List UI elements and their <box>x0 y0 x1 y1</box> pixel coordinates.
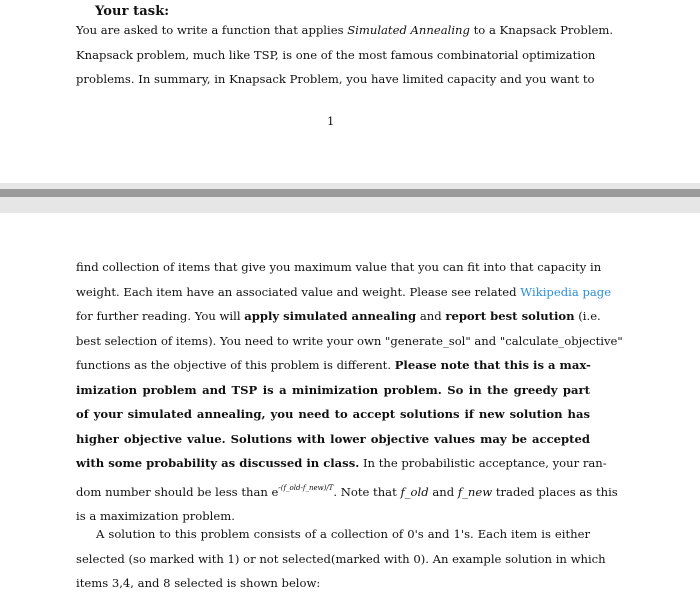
text-line: selected (so marked with 1) or not selected(marked with 0). An example solution in which <box>76 551 606 566</box>
math-f-old: f_old <box>400 484 429 499</box>
bold-text: apply simulated annealing <box>244 309 417 323</box>
description-paragraph <box>76 255 623 529</box>
text-line: dom number should be less than $e^{-(f\_old-f\_new)/T}$. Note that f_old and f_new traded places as this <box>76 483 618 499</box>
text-line: You are asked to write a function that applies Simulated Annealing to a Knapsack Problem. <box>76 23 614 37</box>
text-line: for further reading. You will apply simulated annealing and report best solution (i.e. <box>76 309 601 323</box>
math-f-new: f_new <box>457 484 493 499</box>
text-line: find collection of items that give you maximum value that you can fit into that capacity in <box>76 260 602 274</box>
task-paragraph <box>76 18 614 92</box>
page-separator <box>0 183 700 213</box>
text-line: Knapsack problem, much like TSP, is one of the most famous combinatorial optimization <box>76 47 596 62</box>
bold-text: Please note that this is a max- <box>394 358 591 372</box>
math-exponent: -(f_old-f_new)/T <box>278 483 334 492</box>
text-line: higher objective value. Solutions with lower objective values may be accepted <box>76 431 590 446</box>
bold-text: report best solution <box>445 309 575 323</box>
text-line: weight. Each item have an associated value and weight. Please see related Wikipedia page <box>76 284 612 299</box>
text-line: imization problem and TSP is a minimization problem. So in the greedy part <box>76 382 590 397</box>
emphasis-text: Simulated Annealing <box>347 23 470 37</box>
text-line: A solution to this problem consists of a collection of 0's and 1's. Each item is either <box>96 527 590 541</box>
page-shadow <box>0 189 700 197</box>
wikipedia-link[interactable]: Wikipedia page <box>520 284 612 299</box>
page-number: 1 <box>327 114 335 128</box>
bold-text: with some probability as discussed in class. <box>76 456 360 470</box>
solution-paragraph <box>76 522 606 596</box>
text-line: best selection of items). You need to write your own "generate_sol" and "calculate_objective" <box>76 333 623 348</box>
text-line: problems. In summary, in Knapsack Problem, you have limited capacity and you want to <box>76 72 595 86</box>
text-line: is a maximization problem. <box>76 509 235 523</box>
page-2 <box>0 213 700 594</box>
page-1 <box>0 0 700 183</box>
text-line: of your simulated annealing, you need to accept solutions if new solution has <box>76 407 590 421</box>
text-line: functions as the objective of this problem is different. Please note that this is a max- <box>76 358 591 372</box>
section-heading: Your task: <box>95 4 170 19</box>
text-line: with some probability as discussed in class. In the probabilistic acceptance, your ran- <box>76 456 607 470</box>
text-line: items 3,4, and 8 selected is shown below: <box>76 576 321 590</box>
